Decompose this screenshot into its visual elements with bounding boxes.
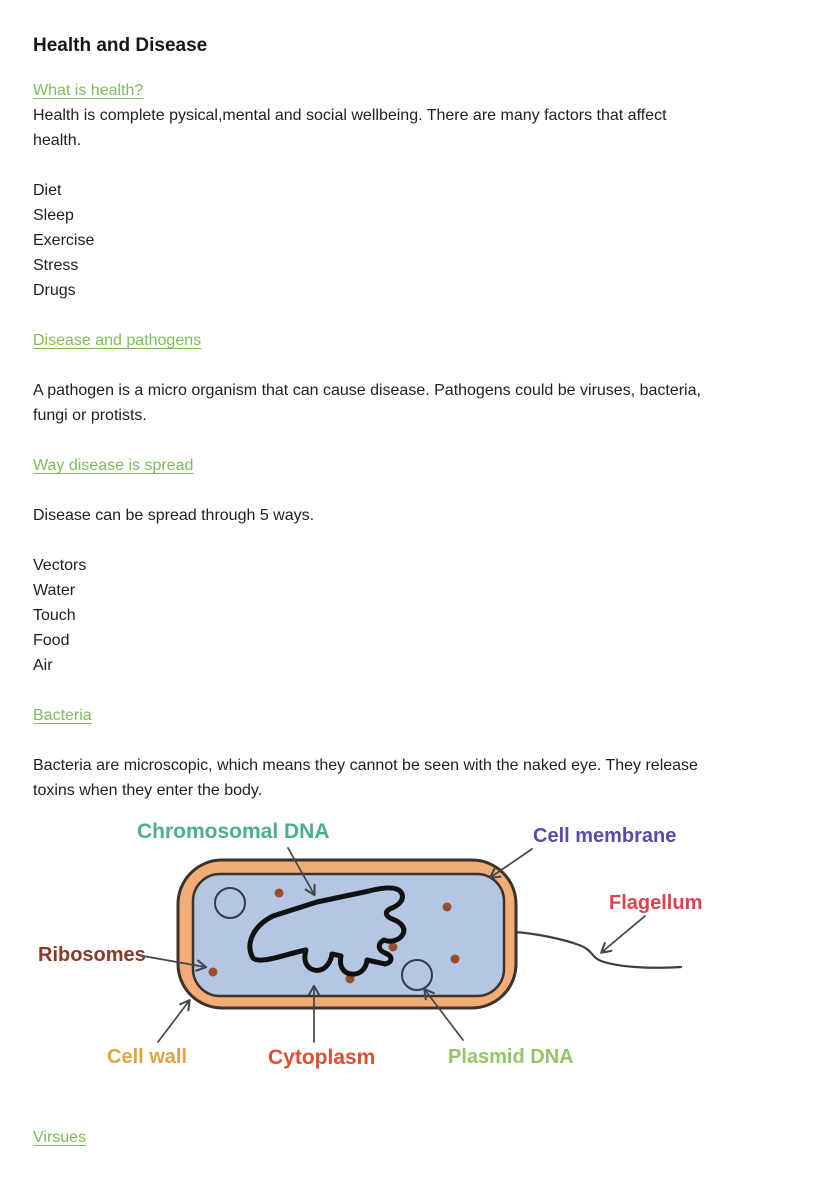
list-item: Drugs <box>33 282 76 299</box>
flagellum-shape <box>516 932 681 968</box>
heading-way-disease-is-spread: Way disease is spread <box>33 457 194 474</box>
paragraph-line: toxins when they enter the body. <box>33 782 263 799</box>
list-item: Vectors <box>33 557 87 574</box>
diagram-label-cytoplasm: Cytoplasm <box>268 1046 376 1069</box>
diagram-label-ribosomes: Ribosomes <box>38 944 146 966</box>
list-item: Diet <box>33 182 62 199</box>
heading-virsues: Virsues <box>33 1129 87 1146</box>
blank-line <box>33 728 795 753</box>
diagram-label-chromosomal-dna: Chromosomal DNA <box>137 820 330 843</box>
diagram-label-flagellum: Flagellum <box>609 892 703 914</box>
list-item: Exercise <box>33 232 95 249</box>
blank-line <box>33 678 795 703</box>
paragraph-line: Bacteria are microscopic, which means they cannot be seen with the naked eye. They release <box>33 757 698 774</box>
list-item: Stress <box>33 257 79 274</box>
list-item: Air <box>33 657 53 674</box>
diagram-label-cell-membrane: Cell membrane <box>533 825 677 847</box>
blank-line <box>33 528 795 553</box>
paragraph-line: Health is complete pysical,mental and social wellbeing. There are many factors that affect <box>33 107 667 124</box>
diagram-label-plasmid-dna: Plasmid DNA <box>448 1046 574 1068</box>
paragraph-line: fungi or protists. <box>33 407 147 424</box>
list-item: Food <box>33 632 70 649</box>
heading-disease-and-pathogens: Disease and pathogens <box>33 332 202 349</box>
heading-bacteria: Bacteria <box>33 707 92 724</box>
blank-line <box>33 153 795 178</box>
bacteria-diagram <box>33 810 795 1080</box>
blank-line <box>33 303 795 328</box>
page-title: Health and Disease <box>33 35 208 56</box>
heading-what-is-health: What is health? <box>33 82 144 99</box>
blank-line <box>33 428 795 453</box>
list-item: Touch <box>33 607 76 624</box>
diagram-label-cell-wall: Cell wall <box>107 1046 188 1068</box>
blank-line <box>33 478 795 503</box>
paragraph-line: Disease can be spread through 5 ways. <box>33 507 315 524</box>
list-item: Water <box>33 582 76 599</box>
list-item: Sleep <box>33 207 74 224</box>
paragraph-line: health. <box>33 132 82 149</box>
blank-line <box>33 353 795 378</box>
paragraph-line: A pathogen is a micro organism that can cause disease. Pathogens could be viruses, bacteria, <box>33 382 701 399</box>
